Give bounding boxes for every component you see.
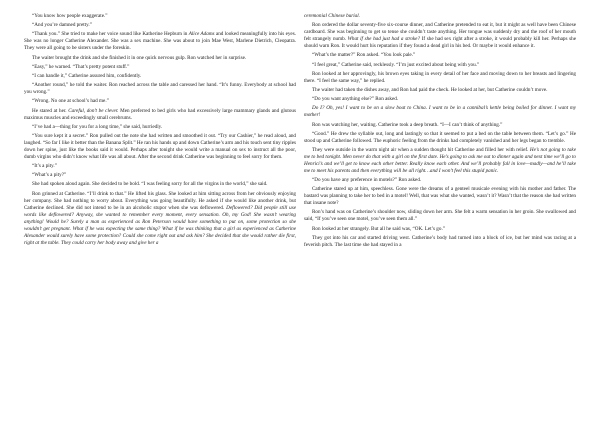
paragraph: She had spoken aloud again. She decided to be bold. “I was feeling sorry for all the virgins in the world,” she said. — [32, 181, 268, 188]
paragraph — [304, 131, 576, 145]
paragraph: “Easy,” he warned. “That’s pretty potent stuff.” — [32, 63, 130, 70]
paragraph: “Another round,” he told the waiter. Ron reached across the table and caressed her hand. “It’s funny. Everybody at school had you wrong.” — [24, 82, 296, 96]
paragraph: Ron’s hand was on Catherine’s shoulder now, sliding down her arm. She felt a warm sensation in her groin. She swallowed and said, “If you’ve seen one motel, you’ve seen them all.” — [304, 209, 576, 223]
paragraph: Ron looked at her approvingly, his brown eyes taking in every detail of her face and moving down to her breasts and lingering there. “I feel the same way,” he replied. — [304, 70, 576, 84]
paragraph — [24, 191, 296, 247]
paragraph — [304, 147, 576, 175]
paragraph: “What’s the matter?” Ron asked. “You look pale.” — [312, 52, 416, 59]
paragraph: “I feel great,” Catherine said, recklessly. “I’m just excited about being with you.” — [312, 61, 480, 68]
paragraph — [24, 31, 296, 52]
paragraph — [24, 108, 296, 122]
paragraph: They got into his car and started driving west. Catherine’s body had turned into a block of ice, but her mind was racing at a feverish pitch. The last time she had stayed in a — [304, 234, 576, 248]
paragraph: “Do you have any preference in motels?” Ron asked. — [312, 177, 422, 184]
paragraph: The waiter brought the drink and she finished it in one quick nervous gulp. Ron watched her in surprise. — [32, 54, 247, 61]
paragraph — [304, 22, 576, 50]
paragraph: “I’ve had a—thing for you for a long time,” she said, hurriedly. — [32, 123, 163, 130]
paragraph: “And you’re damned pretty.” — [32, 22, 92, 29]
paragraph: “I can handle it,” Catherine assured him, confidently. — [32, 72, 142, 79]
paragraph: Catherine stared up at him, speechless. Gone were the dreams of a genteel musicale evening with his mother and father. The bastard was planning to take her to bed in a motel! Well, that was what she wanted, wasn’t it? Wasn’t that the reason she had written that insane note? — [304, 186, 576, 207]
paragraph: “What’s a pity?” — [32, 172, 67, 179]
paragraph — [304, 105, 576, 119]
italic-run: Alice Adams — [188, 31, 215, 38]
text-run: If she had sex right after a stroke, it would probably kill her. Perhaps she should warn Ron. It would hurt his reputation if they found a dead girl in his bed. Or maybe it would enhance it. — [304, 36, 577, 50]
paragraph — [304, 13, 576, 20]
text-run: They were outside in the warm night air when a sudden thought hit Catherine and filled her with relief. — [312, 146, 530, 153]
italic-run: Deflowered? Did people still use words like deflowered? Anyway, she wanted to remember every moment, every sensation. Oh, my God! She wasn’t wearing anything! Would he? Surely a man as experienced as Ron Peterson would have something to put on, some protection so she wouldn’t get pregnant. What if he was expecting the same thing? What if he was thinking that a girl as experienced as Catherine Alexander would surely have some protection? Could she come right out and ask him? She decided that she would rather die first, right at the table. They could carry her body away and give her a — [24, 204, 296, 246]
text-run: Ron grinned at Catherine. “I’ll drink to that.” He lifted his glass. She looked at him sitting across from her obviously enjoying her company. She had nothing to worry about. Everything was going beautifully. He asked if she would like another drink, but Catherine declined. She did not intend to be in an alcoholic stupor when she was deflowered. — [24, 190, 296, 211]
paragraph: “You sure kept it a secret.” Ron pulled out the note she had written and smoothed it out. “Try our Cashier,” he read aloud, and laughed. “So far I like it better than the Banana Split.” He ran his hands up and down Catherine’s arm and his touch sent tiny ripples down her spine, just like the books said it would. Perhaps after tonight she would write a manual on sex to instruct all the poor, dumb virgins who didn’t know what life was all about. After the second drink Catherine was beginning to feel sorry for them. — [24, 132, 296, 160]
text-run: He stared at her. — [32, 107, 69, 114]
paragraph: Ron was watching her, waiting. Catherine took a deep breath. “I—I can’t think of anything.” — [312, 121, 503, 128]
text-run: “Good.” He drew the syllable out, long and lastingly so that it seemed to put a bed on the table between them. “Let’s go.” He stood up and Catherine followed. The euphoric feeling from the drinks had completely vanished and her legs began to tremble. — [304, 130, 576, 144]
left-column — [24, 13, 296, 247]
right-column — [304, 13, 576, 249]
text-run: and looked meaningfully into his eyes. She was no longer Catherine Alexander. She was a sex machine. She was about to join Mae West, Marlene Dietrich, Cleopatra. They were all going to be sisters under the foreskin. — [24, 31, 297, 52]
paragraph: “Wrong. No one at school’s had me.” — [32, 98, 109, 105]
paragraph: “You know how people exaggerate.” — [32, 13, 108, 19]
paragraph: “Do you want anything else?” Ron asked. — [312, 96, 399, 103]
paragraph: Ron looked at her strangely. But all he said was, “OK. Let’s go.” — [312, 225, 446, 232]
text-run: Ron ordered the dollar seventy-five six-course dinner, and Catherine pretended to eat it, but it might as well have been Chinese cardboard. She was beginning to get so tense she couldn’t taste anything. Her tongue was suddenly dry and the roof of her mouth felt strangely numb. — [304, 22, 576, 43]
italic-run: Do I? Oh, yes! I want to be on a slow boat to China. I want to be in a cannibal’s kettle being boiled for dinner. I want my mother! — [304, 105, 576, 119]
italic-run: He’s not going to take me to bed tonight. Men never do that with a girl on the first date. He’s going to ask me out to dinner again and next time we’ll go to Henrici’s and we’ll get to know each other better. Really know each other. And we’ll probably fall in love—madly—and he’ll take me to meet his parents and then everything will be all right…and I won’t feel this stupid panic. — [304, 146, 576, 174]
paragraph: “It’s a pity.” — [32, 163, 57, 170]
paragraph: The waiter had taken the dishes away, and Ron had paid the check. He looked at her, but Catherine couldn’t move. — [312, 86, 548, 93]
italic-run: Careful, don’t be clever. — [68, 107, 119, 114]
italic-run: ceremonial Chinese burial. — [304, 13, 360, 19]
text-run: “Thank you.” She tried to make her voice sound like Katherine Hepburn in — [32, 31, 189, 38]
italic-run: What if she had just had a stroke? — [347, 36, 421, 43]
text-run: Men preferred to bed girls who had excessively large mammary glands and glutous maximus muscles and exceedingly small cerebrums. — [24, 107, 297, 121]
